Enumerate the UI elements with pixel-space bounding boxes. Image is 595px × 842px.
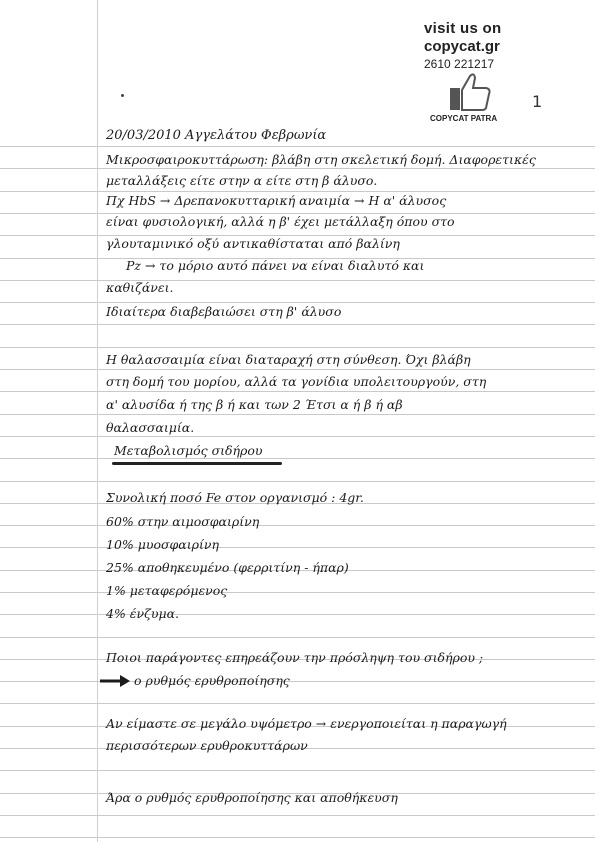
date-line: 20/03/2010 Αγγελάτου Φεβρωνία <box>106 128 327 143</box>
ruled-line <box>0 770 595 771</box>
ruled-line <box>0 681 595 682</box>
ruled-line <box>0 637 595 638</box>
text-line-19: 4% ένζυμα. <box>106 606 180 621</box>
ruled-line <box>0 146 595 147</box>
heading-underline <box>112 462 282 465</box>
text-line-24: Άρα ο ρυθμός ερυθροποίησης και αποθήκευση <box>106 790 398 805</box>
text-line-2: μεταλλάξεις είτε στην α είτε στη β άλυσο. <box>106 173 378 188</box>
ruled-line <box>0 414 595 415</box>
text-line-22: Αν είμαστε σε μεγάλο υψόμετρο → ενεργοποιείται η παραγωγή <box>106 716 507 731</box>
ruled-line <box>0 302 595 303</box>
ink-dot <box>121 94 124 97</box>
ruled-line <box>0 280 595 281</box>
text-line-4: είναι φυσιολογική, αλλά η β' έχει μετάλλαξη όπου στο <box>106 214 455 229</box>
text-line-9: Η θαλασσαιμία είναι διαταραχή στη σύνθεση. Όχι βλάβη <box>106 352 471 367</box>
text-line-20: Ποιοι παράγοντες επηρεάζουν την πρόσληψη του σιδήρου ; <box>106 650 484 665</box>
section-heading: Μεταβολισμός σιδήρου <box>114 443 263 458</box>
stamp-line-1: visit us on <box>424 20 502 37</box>
text-line-3: Πχ ΗbS → Δρεπανοκυτταρική αναιμία → Η α' άλυσος <box>106 193 447 208</box>
text-line-6: Ρz → το μόριο αυτό πάνει να είναι διαλυτό και <box>126 258 425 273</box>
text-line-15: 60% στην αιμοσφαιρίνη <box>106 514 260 529</box>
ruled-line <box>0 168 595 169</box>
ruled-line <box>0 436 595 437</box>
ruled-line <box>0 525 595 526</box>
text-line-5: γλουταμινικό οξύ αντικαθίσταται από βαλίνη <box>106 236 400 251</box>
ruled-line <box>0 815 595 816</box>
text-line-14: Συνολική ποσό Fe στον οργανισμό : 4gr. <box>106 490 364 505</box>
text-line-17: 25% αποθηκευμένο (φερριτίνη - ήπαρ) <box>106 560 349 575</box>
arrow-right-icon <box>98 674 132 688</box>
text-line-11: α' αλυσίδα ή της β ή και των 2 Έτσι α ή β ή αβ <box>106 397 403 412</box>
ruled-line <box>0 592 595 593</box>
page-number: 1 <box>532 92 543 111</box>
ruled-line <box>0 324 595 325</box>
text-line-18: 1% μεταφερόμενος <box>106 583 228 598</box>
ruled-line <box>0 481 595 482</box>
ruled-line <box>0 191 595 192</box>
stamp-label: COPYCAT PATRA <box>430 114 498 123</box>
margin-line <box>97 0 98 842</box>
text-line-8: Ιδιαίτερα διαβεβαιώσει στη β' άλυσο <box>106 304 342 319</box>
ruled-line <box>0 369 595 370</box>
ruled-line <box>0 458 595 459</box>
text-line-23: περισσότερων ερυθροκυττάρων <box>106 738 308 753</box>
ruled-line <box>0 614 595 615</box>
text-line-10: στη δομή του μορίου, αλλά τα γονίδια υπολειτουργούν, στη <box>106 374 487 389</box>
ruled-line <box>0 837 595 838</box>
copycat-stamp <box>424 20 524 123</box>
ruled-line <box>0 347 595 348</box>
ruled-line <box>0 703 595 704</box>
text-line-12: θαλασσαιμία. <box>106 420 195 435</box>
thumbs-up-icon <box>448 72 492 112</box>
text-line-21: ο ρυθμός ερυθροποίησης <box>134 673 290 688</box>
stamp-phone: 2610 221217 <box>424 57 495 71</box>
text-line-7: καθιζάνει. <box>106 280 174 295</box>
ruled-line <box>0 391 595 392</box>
stamp-line-2: copycat.gr <box>424 38 500 55</box>
text-line-1: Μικροσφαιροκυττάρωση: βλάβη στη σκελετική δομή. Διαφορετικές <box>106 152 536 167</box>
text-line-16: 10% μυοσφαιρίνη <box>106 537 219 552</box>
ruled-line <box>0 547 595 548</box>
